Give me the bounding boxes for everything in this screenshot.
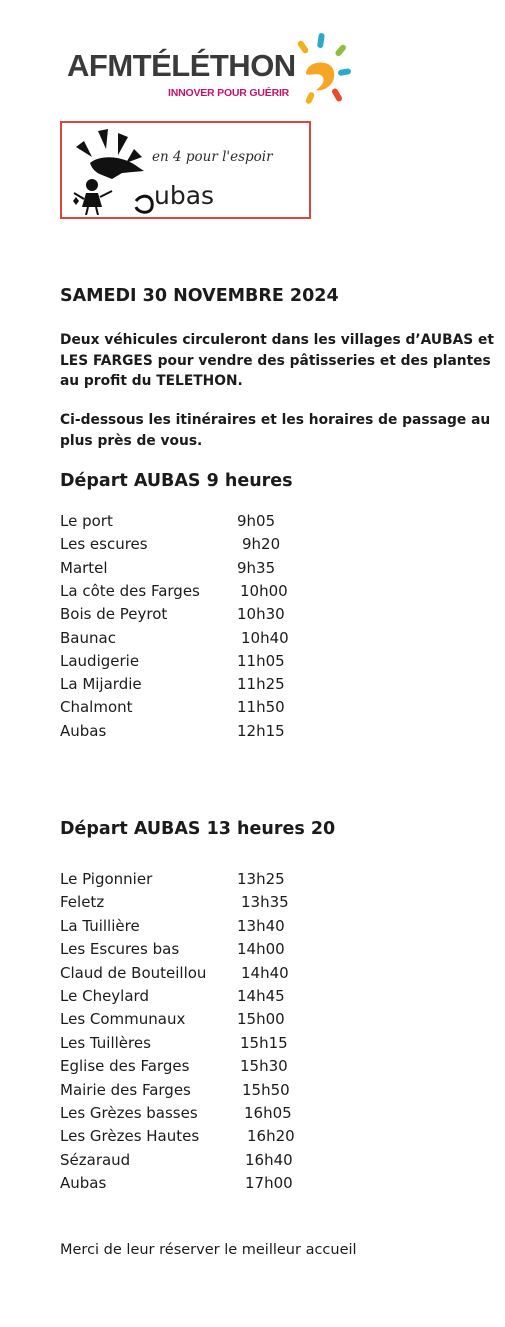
schedule-row — [60, 605, 360, 628]
stop-time: 11h05 — [237, 651, 285, 670]
logo-name: AFMTÉLÉTHON — [67, 48, 296, 83]
itinerary-note: Ci-dessous les itinéraires et les horaires de passage au plus près de vous. — [60, 412, 491, 449]
stop-place: Les Tuillères — [60, 1033, 151, 1052]
aubas-slogan: en 4 pour l'espoir — [152, 149, 273, 165]
stop-place: Chalmont — [60, 698, 133, 717]
schedule-row — [60, 698, 360, 721]
stop-place: Sézaraud — [60, 1150, 131, 1169]
schedule-row — [60, 675, 360, 698]
stop-time: 10h40 — [241, 628, 289, 647]
stop-place: Martel — [60, 558, 108, 577]
stop-place: Le Pigonnier — [60, 870, 153, 888]
stop-time: 13h25 — [237, 870, 285, 888]
stop-time: 15h15 — [240, 1033, 288, 1052]
stop-place: Le Cheylard — [60, 987, 149, 1005]
stop-place: Aubas — [60, 1174, 107, 1193]
stop-time: 17h00 — [245, 1174, 293, 1193]
event-date: SAMEDI 30 NOVEMBRE 2024 — [60, 286, 339, 306]
stop-time: 16h20 — [247, 1127, 295, 1146]
stop-time: 16h05 — [244, 1104, 292, 1122]
schedule-row — [60, 1010, 360, 1033]
stop-time: 16h40 — [245, 1150, 293, 1169]
schedule-row — [60, 870, 360, 893]
schedule-row — [60, 1034, 360, 1057]
stop-place: Laudigerie — [60, 651, 140, 670]
stop-time: 9h05 — [237, 512, 276, 530]
schedule-row — [60, 1174, 360, 1197]
schedule-row — [60, 940, 360, 963]
aubas-logo — [60, 121, 311, 219]
stop-place: Baunac — [60, 628, 116, 647]
schedule-row — [60, 629, 360, 652]
stop-time: 14h45 — [237, 987, 285, 1005]
stop-time: 12h15 — [237, 721, 285, 740]
afternoon-section-title: Départ AUBAS 13 heures 20 — [60, 819, 336, 839]
schedule-row — [60, 1081, 360, 1104]
schedule-row — [60, 893, 360, 916]
stop-place: Mairie des Farges — [60, 1080, 191, 1099]
stop-place: Les Communaux — [60, 1010, 186, 1029]
stop-place: La Mijardie — [60, 675, 142, 694]
closing-message: Merci de leur réserver le meilleur accueil — [60, 1242, 357, 1258]
stop-place: Le port — [60, 512, 113, 530]
stop-time: 13h40 — [237, 916, 285, 935]
schedule-row — [60, 1127, 360, 1150]
schedule-row — [60, 559, 360, 582]
schedule-row — [60, 987, 360, 1010]
aubas-name: ubas — [154, 181, 215, 210]
stop-place: Les Grèzes basses — [60, 1104, 198, 1122]
stop-place: Aubas — [60, 721, 107, 740]
intro-paragraph: Deux véhicules circuleront dans les villages d’AUBAS et LES FARGES pour vendre des pâtisseries et des plantes au profit du TELETHON. — [60, 332, 494, 389]
stop-time: 15h00 — [237, 1010, 285, 1029]
afm-telethon-logo — [60, 30, 360, 115]
schedule-row — [60, 917, 360, 940]
stop-time: 14h00 — [237, 940, 285, 959]
stop-time: 11h25 — [237, 675, 285, 694]
stop-place: La Tuillière — [60, 916, 140, 935]
stop-time: 9h20 — [242, 535, 281, 554]
stop-place: Les Grèzes Hautes — [60, 1127, 200, 1146]
stop-time: 13h35 — [241, 893, 289, 912]
stop-time: 10h00 — [240, 581, 288, 600]
schedule-row — [60, 1151, 360, 1174]
logo-tagline: INNOVER POUR GUÉRIR — [168, 87, 290, 99]
stop-time: 9h35 — [237, 558, 276, 577]
schedule-row — [60, 582, 360, 605]
stop-place: Les escures — [60, 535, 148, 554]
sun-icon — [292, 30, 354, 115]
schedule-row — [60, 535, 360, 558]
stop-time: 11h50 — [237, 698, 285, 717]
stop-place: Claud de Bouteillou — [60, 963, 207, 982]
stop-time: 15h30 — [240, 1057, 288, 1076]
stop-place: Feletz — [60, 893, 105, 912]
stop-place: Les Escures bas — [60, 940, 180, 959]
hand-and-child-icon — [68, 127, 156, 215]
stop-place: La côte des Farges — [60, 581, 200, 600]
stop-place: Eglise des Farges — [60, 1057, 190, 1076]
schedule-row — [60, 512, 360, 535]
morning-section-title: Départ AUBAS 9 heures — [60, 471, 293, 491]
schedule-row — [60, 964, 360, 987]
stop-time: 10h30 — [237, 605, 285, 624]
schedule-row — [60, 652, 360, 675]
stop-time: 14h40 — [241, 963, 289, 982]
schedule-row — [60, 722, 360, 745]
schedule-row — [60, 1104, 360, 1127]
stop-time: 15h50 — [242, 1080, 290, 1099]
stop-place: Bois de Peyrot — [60, 605, 168, 624]
schedule-row — [60, 1057, 360, 1080]
